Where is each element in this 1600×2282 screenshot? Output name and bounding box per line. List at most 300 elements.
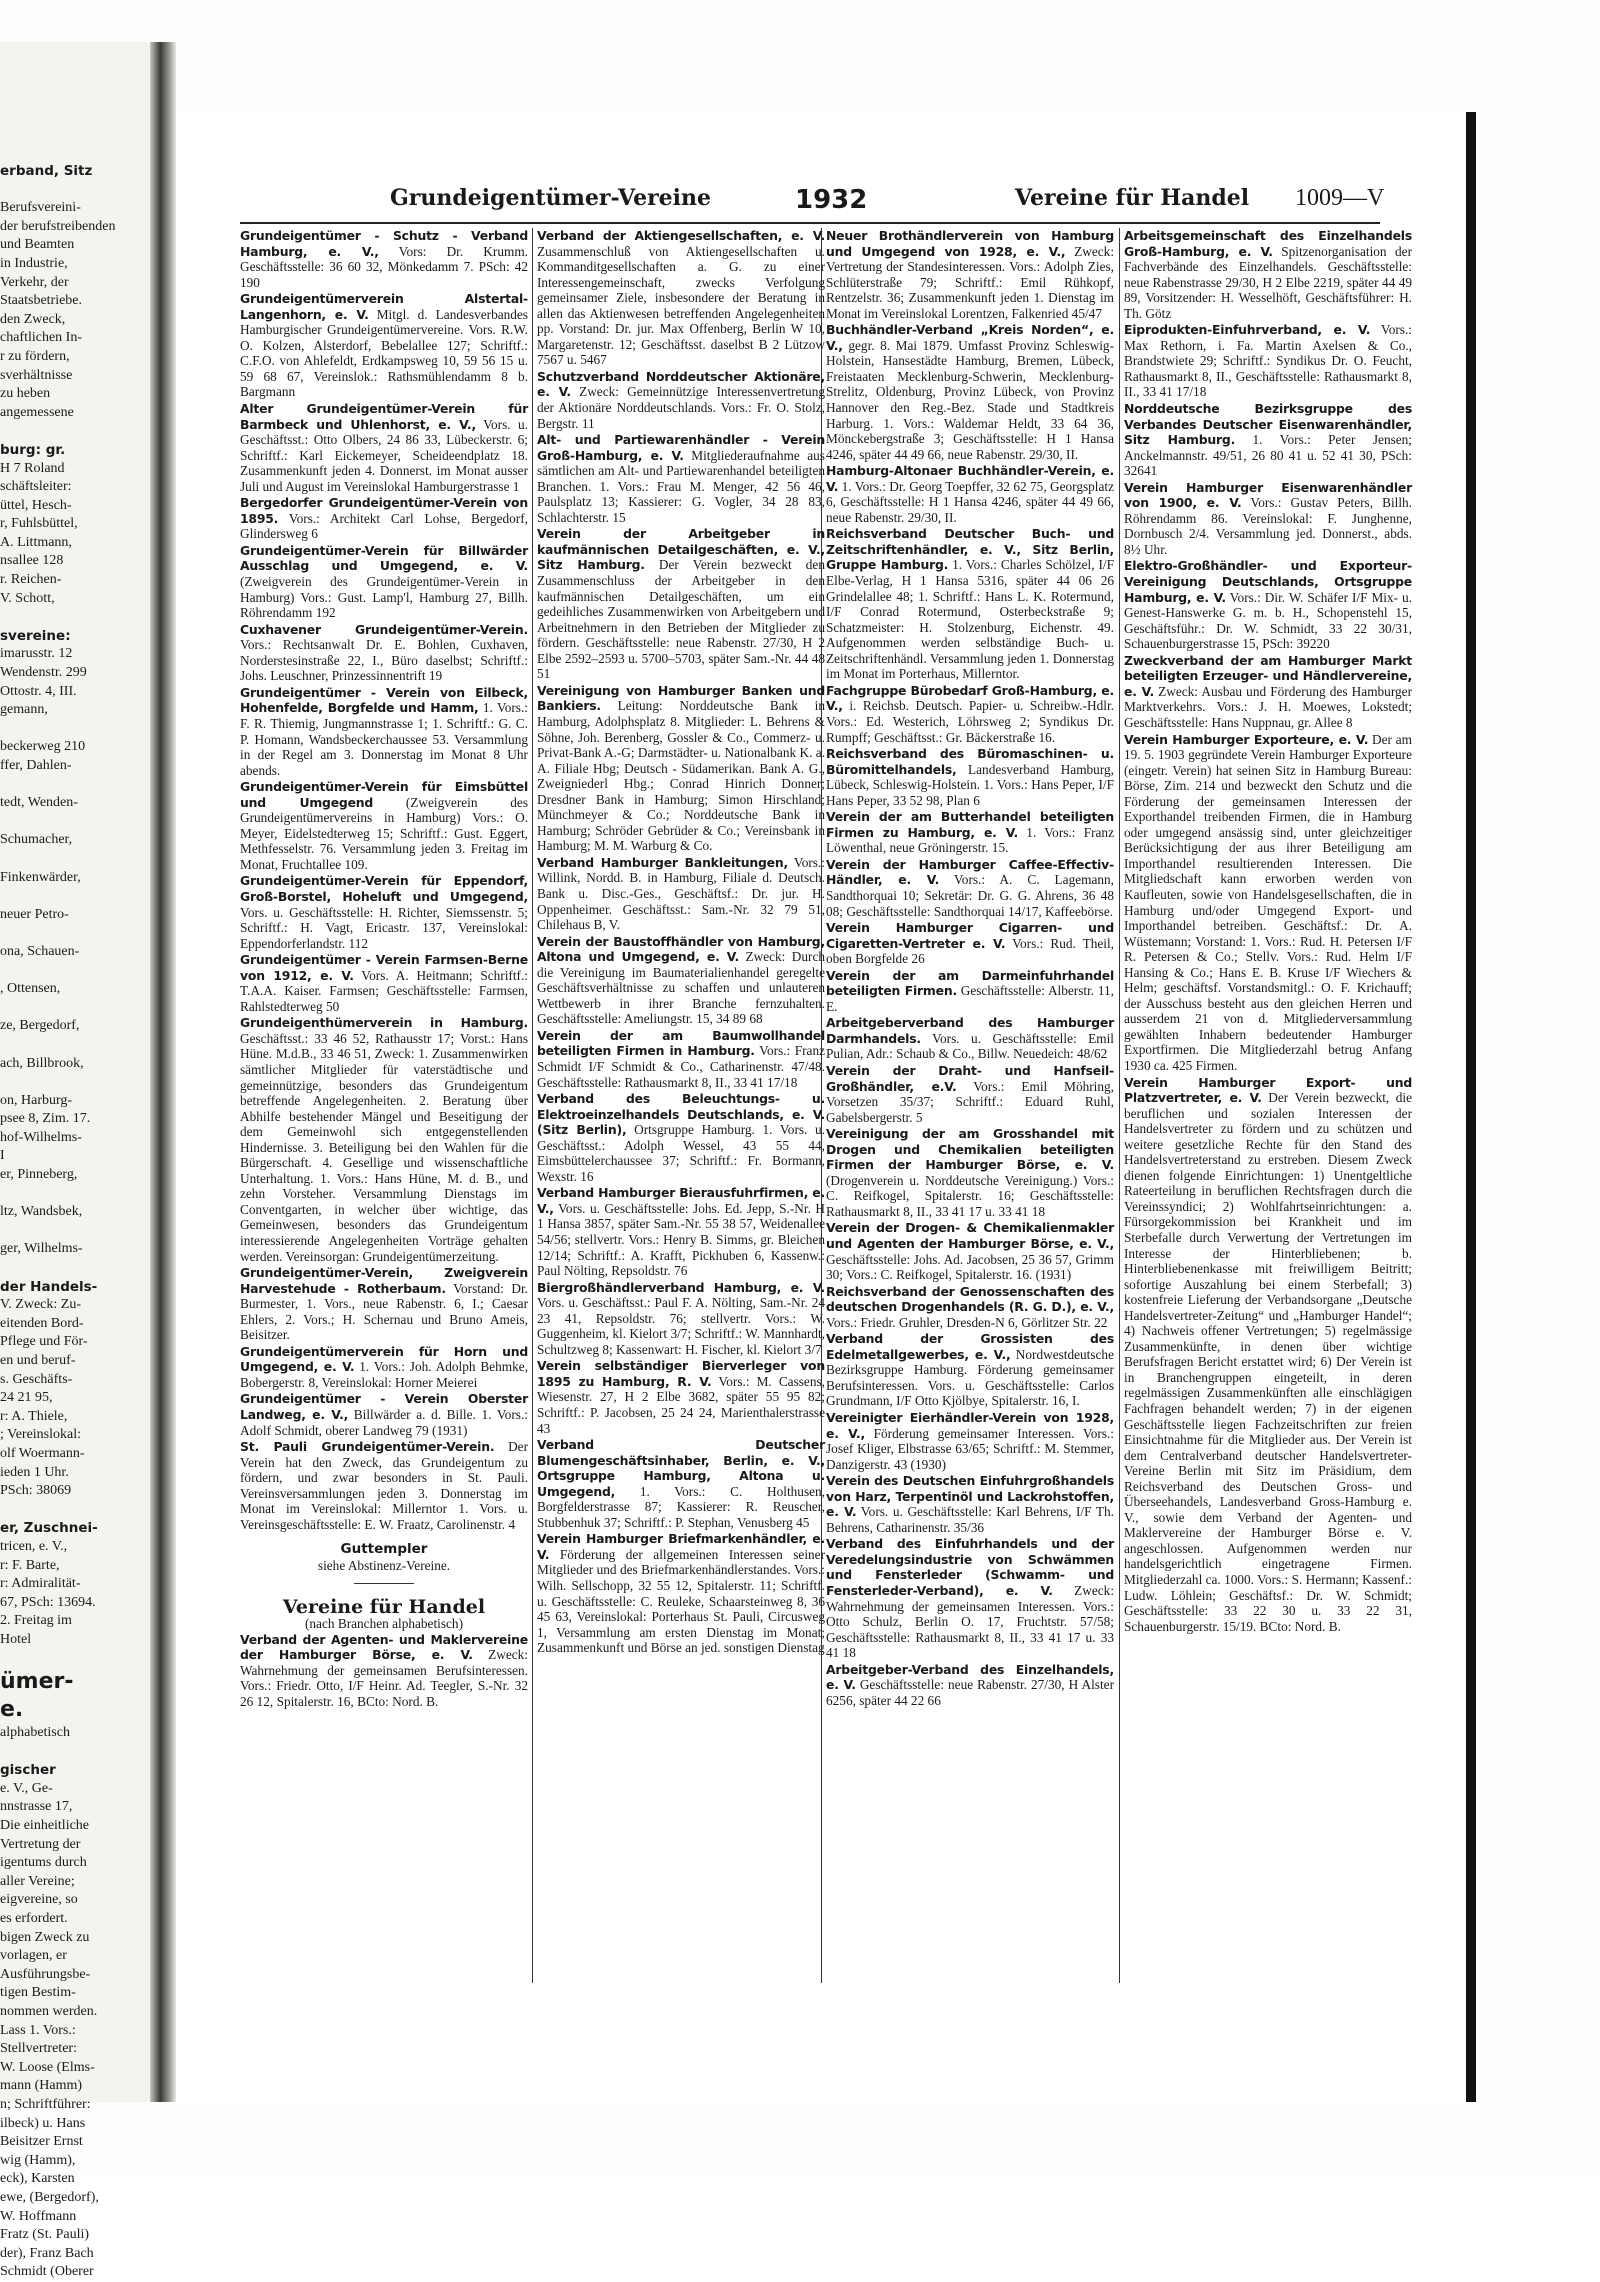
directory-entry	[240, 685, 528, 778]
entry-title: Verein der Baustoffhändler von Hamburg, Altona und Umgegend, e. V.	[537, 933, 825, 965]
entry-title: St. Pauli Grundeigentümer-Verein.	[240, 1439, 495, 1455]
entry-body: Vors.: Dir. W. Schäfer I/F Mix- u. Genest-Hanswerke G. m. b. H., Schopenstehl 15, Geschäftsführ.: Dr. W. Schmidt, 33 22 30/31, Schauenburgerstrasse 15, PSch: 39220	[1124, 589, 1413, 652]
directory-entry	[240, 228, 528, 290]
directory-entry	[537, 1091, 825, 1184]
entry-body: Zweck: Ausbau und Förderung des Hamburger Marktverkehrs. Vors.: J. H. Moewes, Lokstedt; Geschäftsstelle: Hans Nuppnau, gr. Allee 8	[1124, 683, 1412, 730]
directory-entry	[240, 1391, 528, 1438]
entry-body: Vors.: Architekt Carl Lohse, Bergedorf, Glindersweg 6	[240, 510, 528, 542]
running-header	[210, 185, 1400, 225]
directory-entry	[1124, 322, 1412, 400]
directory-entry	[826, 1220, 1114, 1282]
previous-page-text	[0, 42, 150, 2282]
directory-entry	[537, 1185, 825, 1278]
fragment-line: nommen werden.	[0, 2004, 98, 2019]
directory-entry	[537, 1028, 825, 1090]
entry-title: Arbeitgeberverband des Hamburger Darmhandels.	[826, 1015, 1114, 1046]
entry-title: Verein der Draht- und Hanfseil-Großhändler, e.V.	[826, 1062, 1114, 1094]
header-right-title: Vereine für Handel	[1015, 185, 1250, 211]
entry-body: 1. Vors.: Franz Löwenthal, neue Gröningerstr. 15.	[826, 824, 1114, 856]
entry-body: Vors.: A. C. Lagemann, Sandthorquai 10; Sekretär: Dr. G. G. Ahrens, 36 48 08; Geschäftsstelle: Sandthorquai 14/17, Kaffeebörse.	[826, 872, 1114, 919]
entry-body: Vors.: Willink, Nordd. B. in Hamburg, Filiale d. Deutsch. Bank u. Disc.-Ges., Geschäftsf.: Dr. jur. H. Oppenheimer. Geschäftsst.: Sam.-Nr. 32 79 51, Chilehaus B, V.	[537, 854, 825, 933]
fragment-line: nsallee 128	[0, 553, 64, 569]
page-edge	[1466, 112, 1476, 2102]
entry-title: Grundeigentümer - Schutz - Verband Hamburg, e. V.,	[240, 228, 528, 259]
directory-entry	[826, 1662, 1114, 1709]
directory-entry	[240, 543, 528, 621]
entry-title: Verband der Agenten- und Maklervereine der Hamburger Börse, e. V.	[240, 1631, 528, 1663]
entry-body: Billwärder a. d. Bille. 1. Vors.: Adolf Schmidt, oberer Landweg 79 (1931)	[240, 1407, 528, 1438]
fragment-line: Fratz (St. Pauli)	[0, 2227, 90, 2243]
fragment-line: ach, Billbrook,	[0, 1055, 84, 1071]
book-gutter	[150, 42, 176, 2102]
entry-body: Zusammenschluß von Aktiengesellschaften u. Kommanditgesellschaften a. G. zu einer Interessengemeinschaft, zwecks Verfolgung gemeinsamer Ziele, insbesondere der Beratung in allen das Aktienwesen betreffenden Angelegenheiten pp. Vorstand: Dr. jur. Max Offenberg, Berlin W 10, Margaretenstr. 12; Geschäftsst. daselbst B 2 Lützow 7567 u. 5467	[537, 243, 825, 368]
fragment-line: ieden 1 Uhr.	[0, 1464, 69, 1480]
directory-entry	[240, 401, 528, 494]
fragment-line: der Handels-	[0, 1278, 98, 1295]
entry-body: Vors. u. Geschäftsst.: Paul F. A. Nölting, Sam.-Nr. 24 23 41, Repsoldstr. 76; stellvertr. Vors.: W. Guggenheim, kl. Kielort 3/7; Schriftf.: W. Mannhardt, Schultzweg 8; Kassenwart: H. Fischer, kl. Kielort 3/7	[537, 1295, 825, 1357]
entry-title: Vereinigter Eierhändler-Verein von 1928, e. V.,	[826, 1410, 1114, 1441]
entry-title: Grundeigentümer - Verein Farmsen-Berne von 1912, e. V.	[240, 952, 528, 983]
entry-title: Reichsverband Deutscher Buch- und Zeitschriftenhändler, e. V., Sitz Berlin, Gruppe Hamburg.	[826, 526, 1114, 573]
fragment-line	[0, 962, 150, 981]
fragment-line: tricen, e. V.,	[0, 1538, 68, 1554]
fragment-line: und Beamten	[0, 237, 75, 253]
entry-body: Vors.: Gustav Peters, Billh. Röhrendamm 86. Vereinslokal: F. Junghenne, Dornbusch 2/4. Versammlung jed. Donnerst., abds. 8½ Uhr.	[1124, 495, 1413, 557]
entry-title: Grundeigentümer-Verein für Eppendorf, Groß-Borstel, Hoheluft und Umgegend,	[240, 873, 528, 904]
entry-title: Vereinigung von Hamburger Banken und Bankiers.	[537, 682, 825, 714]
fragment-line: es erfordert.	[0, 1911, 68, 1927]
directory-entry	[240, 873, 528, 951]
entry-title: Verein der Arbeitgeber in kaufmännischen Detailgeschäften, e. V., Sitz Hamburg.	[537, 526, 825, 573]
entry-title: Reichsverband des Büromaschinen- u. Büromittelhandels,	[826, 746, 1114, 777]
fragment-line: tedt, Wenden-	[0, 795, 78, 811]
fragment-line: Schumacher,	[0, 832, 73, 848]
directory-entry	[240, 1015, 528, 1264]
fragment-line: vorlagen, er	[0, 1948, 67, 1964]
directory-entry	[537, 1280, 825, 1358]
directory-entry	[1124, 401, 1412, 479]
fragment-line	[0, 1650, 150, 1669]
entry-title: Schutzverband Norddeutscher Aktionäre, e. V.	[537, 368, 825, 400]
column-divider	[532, 228, 533, 1983]
fragment-line	[0, 850, 150, 869]
fragment-line: r: F. Barte,	[0, 1557, 60, 1573]
entry-body: 1. Vors.: Dr. Georg Toepffer, 32 62 75, Georgsplatz 6, Geschäftsstelle: H 1 Hansa 4246, später 44 49 66, neue Rabenstr. 29/30, II.	[826, 478, 1114, 525]
fragment-line: A. Littmann,	[0, 534, 72, 550]
entry-body: Zweck: Wahrnehmung der gemeinsamen Berufsinteressen. Vors.: Friedr. Otto, I/F Heinr. Ad. Teegler, S.-Nr. 32 26 12, Spitalerstr. 16, BCto: Nord. B.	[240, 1647, 528, 1709]
directory-entry	[826, 1536, 1114, 1660]
fragment-line: r, Fuhlsbüttel,	[0, 516, 78, 532]
fragment-line: beckerweg 210	[0, 739, 86, 755]
entry-body: Vors.: Rud. Theil, oben Borgfelde 26	[826, 935, 1114, 967]
directory-entry	[826, 1473, 1114, 1535]
fragment-line: V. Zweck: Zu-	[0, 1297, 81, 1313]
entry-body: Geschäftsstelle: Johs. Ad. Jacobsen, 25 36 57, Grimm 30; Vors.: C. Reifkogel, Spitalerstr. 16. (1931)	[826, 1251, 1114, 1283]
fragment-line: Pflege und För-	[0, 1334, 88, 1350]
directory-entry	[826, 809, 1114, 856]
fragment-line: W. Loose (Elms-	[0, 2059, 95, 2075]
fragment-line: ger, Wilhelms-	[0, 1241, 83, 1257]
entry-body: i. Reichsb. Deutsch. Papier- u. Schreibw.-Hdlr. Vors.: Ed. Westerich, Löhrsweg 2; Syndikus Dr. Rumpff; Geschäftsst.: Gr. Bäckerstraße 16.	[826, 698, 1115, 745]
directory-entry	[1124, 480, 1412, 558]
fragment-line: chaftlichen In-	[0, 330, 83, 346]
directory-entry	[826, 920, 1114, 967]
entry-body: Vorstand: Dr. Burmester, 1. Vors., neue Rabenstr. 6, I.; Caesar Ehlers, 2. Vors.; H. Schernau und Bruno Ameis, Beisitzer.	[240, 1280, 528, 1343]
fragment-line: psee 8, Zim. 17.	[0, 1111, 91, 1127]
fragment-line: gischer	[0, 1762, 56, 1779]
entry-title: Verein Hamburger Cigarren- und Cigaretten-Vertreter e. V.	[826, 920, 1114, 951]
entry-title: Biergroßhändlerverband Hamburg, e. V.	[537, 1279, 825, 1295]
fragment-line: ümer-	[0, 1669, 74, 1695]
fragment-line: olf Woermann-	[0, 1445, 85, 1461]
fragment-line: gemann,	[0, 702, 48, 718]
fragment-line: imarusstr. 12	[0, 646, 73, 662]
entry-title: Verband Hamburger Bankleitungen,	[537, 854, 788, 870]
directory-entry	[537, 1358, 825, 1436]
fragment-line: , Ottensen,	[0, 981, 61, 997]
directory-entry	[826, 1331, 1114, 1409]
fragment-line: Berufsvereini-	[0, 200, 81, 216]
fragment-line: Hotel	[0, 1631, 32, 1647]
directory-entry	[826, 1063, 1114, 1125]
entry-body: Förderung der allgemeinen Interessen seiner Mitglieder und des Briefmarkenhändlerstandes. Vors.: Wilh. Sellschopp, 32 55 12, Spitalerstr. 11; Schriftf. u. Geschäftsstelle: C. Reuleke, Schaarsteinweg 8, 36 45 63, Vereinslokal: Porterhaus St. Pauli, Circusweg 1, Versammlung am ersten Dienstag im Monat; Zusammenkunft und Börse an jed. sonstigen Dienstag	[537, 1546, 825, 1656]
fragment-line: Beisitzer Ernst	[0, 2134, 83, 2150]
directory-entry	[826, 1284, 1114, 1331]
directory-entry	[537, 432, 825, 525]
entry-body: 1. Vors.: Joh. Adolph Behmke, Bobergerstr. 8, Vereinslokal: Horner Meierei	[240, 1359, 529, 1390]
entry-body: gegr. 8. Mai 1879. Umfasst Provinz Schleswig-Holstein, Hansestädte Hamburg, Bremen, Lübeck, Freistaaten Mecklenburg-Schwerin, Mecklenburg-Strelitz, Oldenburg, Provinz Lübeck, von Provinz Hannover den Reg.-Bez. Stade und Stadtkreis Harburg. 1. Vors.: Waldemar Heldt, 33 64 36, Mönckebergstraße 3; Geschäftsstelle: H 1 Hansa 4246, später 44 49 66, neue Rabenstr. 29/30, II.	[826, 337, 1114, 462]
entry-body: Vors.: Max Rethorn, i. Fa. Martin Axelsen & Co., Brandstwiete 29; Schriftf.: Syndikus Dr. O. Feucht, Rathausmarkt 8, II., Geschäftsstelle: Rathausmarkt 8, II., 33 41 17/18	[1124, 322, 1413, 400]
fragment-line: angemessene	[0, 404, 74, 420]
entry-title: Verband des Einfuhrhandels und der Veredelungsindustrie von Schwämmen und Fensterleder (Schwamm- und Fensterleder-Verband), e. V.	[826, 1536, 1114, 1599]
entry-body: Vors. u. Geschäftsstelle: H. Richter, Siemssenstr. 5; Schriftf.: H. Vagt, Ericastr. 137, Vereinslokal: Eppendorferlandstr. 112	[240, 904, 528, 951]
directory-entry	[1124, 228, 1412, 321]
fragment-line: r: Admiralität-	[0, 1576, 81, 1592]
directory-entry	[240, 952, 528, 1014]
entry-title: Alt- und Partiewarenhändler - Verein Groß-Hamburg, e. V.	[537, 432, 825, 463]
directory-entry	[826, 463, 1114, 525]
directory-entry	[240, 1632, 528, 1710]
fragment-line: aller Vereine;	[0, 1873, 75, 1889]
entry-title: Verein der Drogen- & Chemikalienmakler und Agenten der Hamburger Börse, e. V.,	[826, 1220, 1114, 1251]
fragment-line: burg: gr.	[0, 441, 66, 458]
directory-entry	[537, 855, 825, 933]
fragment-line: ffer, Dahlen-	[0, 758, 72, 773]
fragment-line: r. Reichen-	[0, 572, 62, 588]
fragment-line: on, Harburg-	[0, 1092, 73, 1108]
directory-entry	[1124, 1075, 1412, 1635]
entry-title: Verein der am Butterhandel beteiligten Firmen zu Hamburg, e. V.	[826, 809, 1114, 840]
entry-body: (Zweigverein des Grundeigentümervereins in Hamburg) Vors.: O. Meyer, Eidelstedterweg 15; Schriftf.: Gust. Eggert, Methfesselstr. 76. Versammlung jeden 3. Freitag im Monat, Fruchtallee 109.	[240, 794, 528, 872]
fragment-line: svereine:	[0, 627, 71, 644]
entry-title: Zweckverband der am Hamburger Markt beteiligten Erzeuger- und Händlervereine, e. V.	[1124, 652, 1412, 699]
fragment-line: neuer Petro-	[0, 906, 69, 922]
directory-entry	[826, 1015, 1114, 1062]
entry-title: Bergedorfer Grundeigentümer-Verein von 1895.	[240, 495, 528, 526]
fragment-line: s. Geschäfts-	[0, 1371, 73, 1387]
entry-body: Der Verein hat den Zweck, das Grundeigentum zu fördern, und zwar besonders in St. Pauli. Vereinsversammlungen jeden 3. Donnerstag im Monat im Vereinslokal: Millerntor 1. Vors. u. Vereinsgeschäftsstelle: E. W. Fraatz, Carolinenstr. 4	[240, 1439, 528, 1532]
entry-body: (Zweigverein des Grundeigentümer-Verein in Hamburg) Vors.: Gust. Lamp'l, Hamburg 27, Billh. Röhrendamm 192	[240, 574, 528, 621]
fragment-line: Finkenwärder,	[0, 869, 81, 885]
page-number: 1009—V	[1295, 185, 1385, 211]
entry-body: Vors.: Rechtsanwalt Dr. E. Bohlen, Cuxhaven, Norderstesinstraße 22, I., Büro daselbst; Schriftf.: Johs. Leuschner, Prinzessinnentrift 19	[240, 637, 528, 684]
section-title: Vereine für Handel	[282, 1596, 486, 1619]
fragment-line: Stellvertreter:	[0, 2041, 77, 2057]
fragment-line: Die einheitliche	[0, 1818, 90, 1834]
fragment-line	[0, 1185, 150, 1204]
fragment-line: Vertretung der	[0, 1836, 81, 1852]
fragment-line: hof-Wilhelms-	[0, 1129, 82, 1145]
entry-title: Grundeigentümer - Verein Oberster Landweg, e. V.,	[240, 1391, 528, 1423]
entry-body: Förderung gemeinsamer Interessen. Vors.: Josef Kliger, Elbstrasse 63/65; Schriftf.: M. Stemmer, Danzigerstr. 43 (1930)	[826, 1425, 1114, 1472]
fragment-line: Staatsbetriebe.	[0, 293, 83, 309]
entry-title: Verein Hamburger Briefmarkenhändler, e. V.	[537, 1531, 825, 1562]
entry-title: Eiprodukten-Einfuhrverband, e. V.	[1124, 322, 1371, 338]
entry-body: Ortsgruppe Hamburg. 1. Vors. u. Geschäftsst.: Adolph Wessel, 43 55 44, Eimsbüttelerchaussee 37; Schriftf.: Fr. Bormann, Wexstr. 16	[537, 1122, 825, 1184]
directory-entry	[1124, 653, 1412, 731]
text-column-3	[826, 228, 1114, 1983]
fragment-line	[0, 1073, 150, 1092]
text-column-1	[240, 228, 528, 1983]
entry-body: Vors.: M. Cassens, Wiesenstr. 27, H 2 Elbe 3682, später 55 95 82; Schriftf.: P. Jacobsen, 25 24 24, Marienthalerstrasse 43	[537, 1373, 825, 1436]
fragment-line: bigen Zweck zu	[0, 1929, 90, 1945]
entry-title: Reichsverband der Genossenschaften des deutschen Drogenhandels (R. G. D.), e. V.,	[826, 1283, 1114, 1315]
fragment-line: ewe, (Bergedorf),	[0, 2189, 99, 2205]
fragment-line	[0, 776, 150, 795]
directory-entry	[826, 1126, 1114, 1219]
fragment-line	[0, 1259, 150, 1278]
fragment-line: ona, Schauen-	[0, 943, 80, 959]
section-heading: Guttempler	[340, 1541, 428, 1558]
fragment-line: alphabetisch	[0, 1725, 70, 1741]
fragment-line: Schmidt (Oberer	[0, 2264, 94, 2280]
directory-entry	[1124, 732, 1412, 1074]
fragment-line	[0, 1222, 150, 1241]
fragment-line	[0, 181, 150, 200]
entry-title: Fachgruppe Bürobedarf Groß-Hamburg, e. V.,	[826, 682, 1114, 714]
fragment-line: 2. Freitag im	[0, 1613, 72, 1629]
directory-entry	[537, 683, 825, 854]
fragment-line: ilbeck) u. Hans	[0, 2115, 86, 2131]
entry-body: Zweck: Wahrnehmung der gemeinsamen Interessen. Vors.: Otto Schulz, Berlin O. 17, Fruchtstr. 57/58; Geschäftsstelle: Rathausmarkt 8, II., 33 41 17 u. 33 41 18	[826, 1583, 1115, 1661]
entry-title: Grundeigentümer - Verein von Eilbeck, Hohenfelde, Borgfelde und Hamm,	[240, 684, 528, 716]
entry-title: Elektro-Großhändler- und Exporteur-Vereinigung Deutschlands, Ortsgruppe Hamburg, e. V.	[1124, 558, 1412, 605]
entry-body: (Drogenverein u. Norddeutsche Vereinigung.) Vors.: C. Reifkogel, Spitalerstr. 16; Geschäftsstelle: Rathausmarkt 8, II., 33 41 17 u. 33 41 18	[826, 1172, 1114, 1219]
directory-entry	[240, 291, 528, 400]
fragment-line: er, Pinneberg,	[0, 1167, 78, 1183]
fragment-line: wig (Hamm),	[0, 2152, 76, 2168]
fragment-line: der berufstreibenden	[0, 218, 116, 234]
entry-body: Vors.: Emil Möhring, Vorsetzen 35/37; Schriftf.: Eduard Ruhl, Gabelsbergerstr. 5	[826, 1078, 1114, 1125]
header-year: 1932	[795, 185, 868, 215]
entry-title: Verband der Grossisten des Edelmetallgewerbes, e. V.,	[826, 1331, 1114, 1362]
fragment-line	[0, 1743, 150, 1762]
entry-body: 1. Vors.: Charles Schölzel, I/F Elbe-Verlag, H 1 Hansa 5316, später 44 06 26 Grindelallee 48; 1. Schriftf.: Hans L. K. Rotermund, I/F Conrad Rotermund, Osterbeckstraße 9; Schatzmeister: H. Stolzenburg, Eichenstr. 49. Aufgenommen werden selbständige Buch- u. Zeitschriftenhändl. Versammlung jeden 1. Donnerstag im Monat im Porterhaus, Millerntor.	[826, 557, 1114, 682]
entry-title: Grundeigentümer-Verein, Zweigverein Harvestehude - Rotherbaum.	[240, 1265, 528, 1296]
fragment-line: Verkehr, der	[0, 274, 69, 290]
directory-entry	[826, 1410, 1114, 1472]
directory-entry	[826, 228, 1114, 321]
directory-entry	[826, 526, 1114, 681]
fragment-line	[0, 813, 150, 832]
entry-title: Verein der Hamburger Caffee-Effectiv-Händler, e. V.	[826, 856, 1114, 888]
header-left-title: Grundeigentümer-Vereine	[390, 185, 712, 211]
entry-title: Verein Hamburger Exporteure, e. V.	[1124, 731, 1369, 747]
entry-body: Vors. u. Geschäftsstelle: Karl Behrens, I/F Th. Behrens, Catharinenstr. 35/36	[826, 1504, 1114, 1535]
directory-entry	[240, 1344, 528, 1391]
fragment-line: sverhältnisse	[0, 367, 73, 383]
fragment-line: schäftsleiter:	[0, 479, 72, 495]
entry-body: Zweck: Durch die Vereinigung im Baumaterialienhandel geregelte Geschäftsverhältnisse zu schaffen und unlauteren Wettbewerb in ihrer Branche fernzuhalten. Geschäftsstelle: Ameliungstr. 15, 34 89 68	[537, 949, 825, 1027]
entry-body: Mitgliederaufnahme aus sämtlichen am Alt- und Partiewarenhandel beteiligten Branchen. 1. Vors.: Frau M. Menger, 42 56 46, Paulsplatz 13; Kassierer: G. Vogler, 34 28 83, Schlachterstr. 15	[537, 447, 825, 525]
entry-body: Der am 19. 5. 1903 gegründete Verein Hamburger Exporteure (eingetr. Verein) hat seinen Sitz in Hamburg Bureau: Börse, Zim. 214 und bezweckt den Schutz und die Förderung der gemeinsamen Interessen der Exporthandel treibenden Firmen, die in Hamburg oder umgegend ansässig sind, unter gleichzeitiger Berücksichtigung der aus ihrer Beteiligung am Importhandel resultierenden Interessen. Die Mitgliedschaft kann erworben werden von Kaufleuten, sowie von Handelsgesellschaften, die in Hamburg und/oder Umgegend Export- und Importhandel betreiben. Geschäftsf.: Dr. A. Wüstemann; Vorstand: 1. Vors.: Rud. H. Petersen I/F R. Petersen & Co.; Stellv. Vors.: Rud. Helm I/F Hansing & Co.; Hans E. B. Kruse I/F Wiechers & Helm; geschäftsf. Vorstandsmitgl.: O. F. Krichauff; der Ausschuss besteht aus den gleichen Herren und ausserdem 21 von d. Mitgliederversammlung gewählten Inhabern bedeutender Hamburger Exportfirmen. Die Mitgliederzahl betrug Anfang 1930 ca. 425 Firmen.	[1124, 731, 1412, 1073]
entry-title: Verein der am Baumwollhandel beteiligten Firmen in Hamburg.	[537, 1027, 825, 1059]
entry-title: Cuxhavener Grundeigentümer-Verein.	[240, 621, 528, 637]
entry-title: Verein des Deutschen Einfuhrgroßhandels von Harz, Terpentinöl und Lackrohstoffen, e. V.	[826, 1473, 1114, 1520]
entry-title: Norddeutsche Bezirksgruppe des Verbandes Deutscher Eisenwarenhändler, Sitz Hamburg.	[1124, 401, 1412, 448]
directory-entry	[826, 683, 1114, 745]
entry-body: Vors: Dr. Krumm. Geschäftsstelle: 36 60 32, Mönkedamm 7. PSch: 42 190	[240, 243, 528, 290]
directory-entry	[537, 1531, 825, 1655]
entry-body: Mitgl. d. Landesverbandes Hamburgischer Grundeigentümervereine. Vors. R.W. O. Kolzen, Alsterdorf, Bebelallee 127; Schriftf.: C.F.O. von Ahlefeldt, Erdkampsweg 10, 59 56 15 u. 59 68 67, Vereinslok.: Rathsmühlendamm 8 b. Bargmann	[240, 306, 528, 400]
fragment-line: eck), Karsten	[0, 2171, 75, 2187]
header-rule	[240, 222, 1380, 224]
directory-entry	[826, 322, 1114, 462]
fragment-line: Lass 1. Vors.:	[0, 2022, 76, 2038]
fragment-line: üttel, Hesch-	[0, 497, 72, 513]
fragment-line: H 7 Roland	[0, 460, 65, 476]
entry-body: Geschäftsst.: 33 46 52, Rathausstr 17; Vorst.: Hans Hüne. M.d.B., 33 46 51, Zweck: 1. Zusammenwirken sämtlicher Mitglieder für vaterstädtische und gemeinnützige, besonders das Grundeigentum betreffende Angelegenheiten. 2. Beratung über Abhilfe bestehender Mängel und Beseitigung der dem Gemeinwohl sich entgegenstellenden Hindernisse. 3. Beteiligung bei den Wahlen für die Bürgerschaft. 4. Gesellige und wissenschaftliche Unterhaltung. 1. Vors.: Hans Hüne, M. d. B., und zehn Vorsteher. Versammlung Dienstags im Conventgarten, in welcher über wichtige, das Gemeinwesen, besonders das Grundeigentum interessierende Angelegenheiten Vorträge gehalten werden. Vereinsorgan: Grundeigentümerzeitung.	[240, 1030, 528, 1264]
fragment-line: ltz, Wandsbek,	[0, 1204, 83, 1220]
entry-title: Verband der Aktiengesellschaften, e. V.	[537, 228, 825, 243]
fragment-line: 24 21 95,	[0, 1390, 53, 1406]
directory-entry	[537, 228, 825, 368]
entry-title: Buchhändler-Verband „Kreis Norden“, e. V.,	[826, 322, 1114, 353]
entry-body: Leitung: Norddeutsche Bank in Hamburg, Adolphsplatz 8. Mitglieder: L. Behrens & Söhne, Joh. Berenberg, Gossler & Co., Commerz- u. Privat-Bank A.-G; Darmstädter- u. Nationalbank K. a. A. Filiale Hbg; Deutsch - Südamerikan. Bank A. G., Zweigniederl Hbg.; Conrad Hinrich Donner; Dresdner Bank in Hamburg; Simon Hirschland; Münchmeyer & Co.; Norddeutsche Bank in Hamburg; Schröder Gebrüder & Co.; Vereinsbank in Hamburg; M. M. Warburg & Co.	[537, 698, 825, 854]
fragment-line: e. V., Ge-	[0, 1780, 53, 1796]
fragment-line: ze, Bergedorf,	[0, 1018, 80, 1034]
directory-entry	[537, 1437, 825, 1530]
entry-body: Der Verein bezweckt den Zusammenschluss der Arbeitgeber in den kaufmännischen Detailgeschäften, um ein gedeihliches Zusammenwirken von Arbeitgebern und Arbeitnehmern in den Betrieben der Mitglieder zu fördern. Geschäftsstelle: neue Rabenstr. 27/30, H 2 Elbe 2592–2593 u. 5700–5703, später Sam.-Nr. 44 48 51	[537, 557, 825, 682]
fragment-line: eitenden Bord-	[0, 1315, 84, 1331]
fragment-line: igentums durch	[0, 1855, 87, 1871]
fragment-line: ; Vereinslokal:	[0, 1427, 82, 1443]
entry-title: Grundeigentümerverein Alstertal-Langenhorn, e. V.	[240, 291, 528, 322]
fragment-line: erband, Sitz	[0, 163, 93, 179]
entry-title: Verein der am Darmeinfuhrhandel beteiligten Firmen.	[826, 967, 1114, 999]
fragment-line: der), Franz Bach	[0, 2245, 94, 2261]
entry-title: Arbeitsgemeinschaft des Einzelhandels Groß-Hamburg, e. V.	[1124, 228, 1412, 259]
fragment-line	[0, 422, 150, 441]
entry-title: Verband Hamburger Bierausfuhrfirmen, e. V.,	[537, 1185, 825, 1216]
entry-title: Verein selbständiger Bierverleger von 1895 zu Hamburg, R. V.	[537, 1358, 825, 1389]
fragment-line: V. Schott,	[0, 590, 55, 606]
directory-entry	[240, 622, 528, 684]
entry-body: Vors.: Franz Schmidt I/F Schmidt & Co., Catharinenstr. 47/48. Geschäftsstelle: Rathausmarkt 8, II., 33 41 17/18	[537, 1043, 825, 1090]
text-column-4	[1124, 228, 1412, 1983]
entry-title: Verband Deutscher Blumengeschäftsinhaber, Berlin, e. V., Ortsgruppe Hamburg, Altona u. Umgegend,	[537, 1437, 825, 1499]
directory-entry	[537, 526, 825, 681]
fragment-line: r zu fördern,	[0, 348, 70, 364]
directory-entry	[240, 495, 528, 542]
entry-body: 1. Vors.: Peter Jensen; Anckelmannstr. 49/51, 26 80 41 u. 52 41 30, PSch: 32641	[1124, 432, 1413, 479]
fragment-line: tigen Bestim-	[0, 1985, 76, 2001]
fragment-line: Ottostr. 4, III.	[0, 683, 77, 699]
entry-body: Vors. A. Heitmann; Schriftf.: T.A.A. Kaiser. Farmsen; Geschäftsstelle: Farmsen, Rahlstedterweg 50	[240, 967, 528, 1014]
directory-entry	[826, 857, 1114, 919]
fragment-line: r: A. Thiele,	[0, 1408, 68, 1424]
directory-entry	[240, 779, 528, 872]
entry-body: Vors.: Friedr. Gruhler, Dresden-N 6, Görlitzer Str. 22	[826, 1314, 1108, 1330]
entry-title: Grundeigentümerverein für Horn und Umgegend, e. V.	[240, 1343, 528, 1375]
entry-title: Verein Hamburger Export- und Platzvertreter, e. V.	[1124, 1074, 1412, 1106]
entry-body: Vors. u. Geschäftsstelle: Emil Pulian, Adr.: Schaub & Co., Billw. Neuedeich: 48/62	[826, 1030, 1114, 1062]
directory-entry	[240, 1265, 528, 1343]
entry-body: Geschäftsstelle: Alberstr. 11, E.	[826, 983, 1115, 1014]
fragment-line: mann (Hamm)	[0, 2078, 83, 2094]
directory-entry	[826, 746, 1114, 808]
directory-entry	[240, 1439, 528, 1532]
fragment-line: Wendenstr. 299	[0, 665, 87, 681]
previous-page-fragment	[0, 42, 150, 2280]
fragment-line: n; Schriftführer:	[0, 2096, 91, 2112]
entry-body: Vors. u. Geschäftsst.: Otto Olbers, 24 86 33, Lübeckerstr. 6; Schriftf.: Karl Eickemeyer, Scheideendplatz 18. Zusammenkunft jeden 4. Donnerst. im Monat ausser Juli und August im Vereinslokal Hamburgerstrasse 1	[240, 416, 528, 494]
entry-body: 1. Vors.: C. Holthusen, Borgfelderstrasse 87; Kassierer: R. Reuscher, Stubbenhuk 37; Schriftf.: P. Stephan, Venusberg 45	[537, 1483, 825, 1530]
directory-entry	[826, 968, 1114, 1015]
directory-entry	[1124, 558, 1412, 651]
entry-body: Spitzenorganisation der Fachverbände des Einzelhandels. Geschäftsstelle: neue Rabenstrasse 29/30, H 2 Elbe 2219, später 44 49 89, Vorsitzender: H. Wesselhöft, Geschäftsführer: H. Th. Götz	[1124, 243, 1412, 321]
fragment-line: eigvereine, so	[0, 1892, 78, 1908]
text-column-2	[537, 228, 825, 1983]
fragment-line	[0, 887, 150, 906]
fragment-line: PSch: 38069	[0, 1483, 72, 1499]
entry-body: 1. Vors.: F. R. Thiemig, Jungmannstrasse 1; 1. Schriftf.: G. C. P. Homann, Wandsbeckerchaussee 53. Versammlung in der Regel am 3. Donnerstag im Monat 8 Uhr abends.	[240, 700, 529, 778]
fragment-line: nnstrasse 17,	[0, 1799, 73, 1815]
entry-title: Grundeigentümer-Verein für Eimsbüttel und Umgegend	[240, 779, 528, 810]
entry-body: Geschäftsstelle: neue Rabenstr. 27/30, H Alster 6256, später 44 22 66	[826, 1677, 1114, 1708]
entry-title: Vereinigung der am Grosshandel mit Drogen und Chemikalien beteiligten Firmen der Hamburger Börse, e. V.	[826, 1126, 1114, 1173]
fragment-line	[0, 720, 150, 739]
entry-title: Hamburg-Altonaer Buchhändler-Verein, e. V.	[826, 463, 1114, 494]
fragment-line: Ausführungsbe-	[0, 1966, 91, 1982]
entry-title: Neuer Brothändlerverein von Hamburg und Umgegend von 1928, e. V.,	[826, 228, 1114, 259]
fragment-line	[0, 1501, 150, 1520]
fragment-line: W. Hoffmann	[0, 2208, 77, 2224]
fragment-line: er, Zuschnei-	[0, 1520, 98, 1537]
fragment-line: 67, PSch: 13694.	[0, 1594, 96, 1610]
entry-title: Grundeigenthümerverein in Hamburg.	[240, 1015, 528, 1031]
entry-title: Arbeitgeber-Verband des Einzelhandels, e. V.	[826, 1661, 1114, 1693]
fragment-line: en und beruf-	[0, 1353, 76, 1368]
directory-entry	[537, 934, 825, 1027]
entry-title: Alter Grundeigentümer-Verein für Barmbeck und Uhlenhorst, e. V.,	[240, 401, 528, 432]
entry-title: Verein Hamburger Eisenwarenhändler von 1900, e. V.	[1124, 479, 1412, 511]
entry-title: Verband des Beleuchtungs- u. Elektroeinzelhandels Deutschlands, e. V. (Sitz Berlin),	[537, 1091, 825, 1138]
entry-body: Landesverband Hamburg, Lübeck, Schleswig-Holstein. 1. Vors.: Hans Peper, I/F Hans Peper, 33 52 98, Plan 6	[826, 761, 1114, 808]
fragment-line	[0, 924, 150, 943]
fragment-line: den Zweck,	[0, 311, 66, 327]
entry-body: Nordwestdeutsche Bezirksgruppe Hamburg. Förderung gemeinsamer Berufsinteressen. Vors. u. Geschäftsstelle: Carlos Grundmann, I/F Otto Kjölbye, Spitalerstr. 16, I.	[826, 1346, 1114, 1409]
entry-title: Grundeigentümer-Verein für Billwärder Ausschlag und Umgegend, e. V.	[240, 542, 528, 574]
fragment-line	[0, 1036, 150, 1055]
column-divider	[1119, 228, 1120, 1983]
fragment-line: in Industrie,	[0, 255, 68, 271]
entry-body: Der Verein bezweckt, die beruflichen und sozialen Interessen der Handelsvertreter zu fördern und zu schützen und weitere gesetzliche Rechte für den Stand des Handelsvertreterstand zu erstreben. Diesem Zweck dienen folgende Einrichtungen: 1) Unentgeltliche Rateerteilung in beruflichen Rechtsfragen durch die Vereinssyndici; 2) Wohlfahrtseinrichtungen: a. Fürsorgekommission bei Krankheit und im Sterbefalle durch Verwertung der Vertretungen im Interesse der Hinterbliebenen; b. Hinterbliebenenkasse mit freiwilligem Beitritt; sofortige Auszahlung bei einem Sterbefall; 3) kostenfreie Lieferung der Verbandsorgane „Deutsche Handelsvertreter-Zeitung“ und „Hamburger Handel“; 4) Nachweis offener Vertretungen; 5) regelmässige Zusammenkünfte, in denen über wichtige Berufsfragen Bericht erstattet wird; 6) Der Verein ist in Branchengruppen eingeteilt, in deren regelmässigen Zusammenkünften alle einschlägigen Fachfragen behandelt werden; 7) in der eigenen Geschäftsstelle liegen Fachzeitschriften zur freien Einsichtnahme für die Mitglieder aus. Der Verein ist dem Centralverband deutscher Handelsvertreter-Vereine Berlin mit Sitz im Präsidium, dem Reichsverband des Deutschen Gross- und Überseehandels, Landesverband Gross-Hamburg e. V., sowie dem Verband der Agenten- und Maklervereine der Hamburger Börse e. V. angeschlossen. Aufgenommen werden nur handelsgerichtlich eingetragene Firmen. Mitgliederzahl ca. 1000. Vors.: S. Hermann; Kassenf.: Ludw. Löhlein; Geschäftsf.: Dr. W. Schmidt; Geschäftsstelle: 33 22 30 u. 33 22 31, Schauenburgerstr. 15/19. BCto: Nord. B.	[1124, 1090, 1412, 1634]
section-note: (nach Branchen alphabetisch)	[304, 1616, 463, 1632]
fragment-line	[0, 999, 150, 1018]
section-note: siehe Abstinenz-Vereine.	[317, 1557, 451, 1573]
entry-body: Zweck: Gemeinnützige Interessenvertretung der Aktionäre Norddeutschlands. Vors.: Fr. O. Stolz, Bergstr. 11	[537, 384, 825, 431]
